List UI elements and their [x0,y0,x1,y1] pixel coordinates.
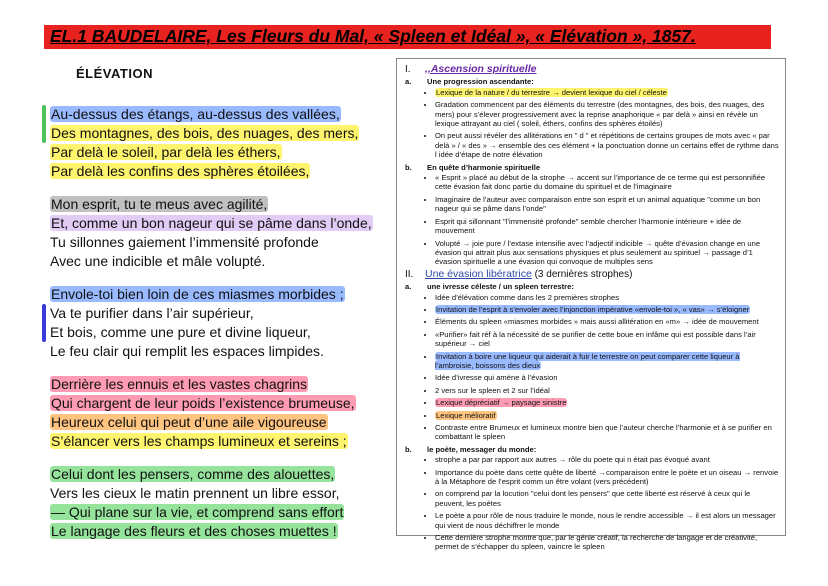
verse [50,195,380,214]
list-item-text: 2 vers sur le spleen et 2 sur l’idéal [435,385,550,395]
list-item [435,489,779,508]
section-title: Une évasion libératrice [425,267,532,280]
verse [50,162,380,181]
subsection-1a [405,77,779,86]
poem-title: ÉLÉVATION [76,66,153,81]
list-item [435,373,779,382]
list-item-text: On peut aussi révéler des allitérations en " d " et répétitions de certains groupes de mots avec « par delà » / « des » → ensemble des ces élément + la ponctuation donne un certains effet de rythme dans l idée d’étape de notre élévation [435,131,779,160]
title-bar [44,25,771,49]
verse-text: Par delà le soleil, par delà les éthers, [51,144,281,160]
verse [50,413,380,432]
list-item-text: Lexique dépréciatif → paysage sinistre [436,398,567,408]
subsection-letter: b. [405,444,412,454]
list-item [435,423,779,442]
subsection-2a [405,282,779,291]
list-item-text: Imaginaire de l’auteur avec comparaison entre son esprit et un animal aquatique "comme un bon nageur qui se pâme dans l’onde" [435,194,761,214]
list-item [435,468,779,487]
section-2-heading [405,267,779,280]
verse-text: S’élancer vers les champs lumineux et sereins ; [51,433,347,449]
verse [50,465,380,484]
list-item-text: strophe a par par rapport aux autres → rôle du poete qui n était pas évoqué avant [435,455,710,465]
list-item [435,455,779,464]
margin-mark [42,105,46,143]
list-item [435,352,779,371]
subsection-letter: a. [405,282,412,292]
list-item-text: Cette dernière strophe montre que, par le génie créatif, la recherche de langage et de créativité, permet de s’échapper du spleen, vaincre le spleen [435,533,758,552]
list-item [435,173,779,192]
verse [50,285,380,304]
poem [50,105,380,555]
subsection-title: En quête d’harmonie spirituelle [427,162,541,172]
subsection-title: le poète, messager du monde: [427,444,537,454]
margin-mark [42,304,46,342]
list-item [435,533,779,552]
list-item-text: Éléments du spleen «miasmes morbides » mais aussi allitération en «m» → idée de mouvement [435,317,759,327]
list-item-text: Contraste entre Brumeux et lumineux montre bien que l’auteur cherche l’harmonie et à se purifier en combattant le spleen [435,423,772,442]
list-item-text: on comprend par la locution "celui dont les pensers" que cette liberté est réservé à ceux qui le peuvent, les poètes [435,489,751,508]
list-item-text: «Purifier» fait réf à la nécessité de se purifier de cette boue en infâme qui est possible dans l’air supérieur → ciel [435,329,756,349]
verse [50,124,380,143]
verse-text: Au-dessus des étangs, au-dessus des vallées, [51,106,340,122]
stanza-1 [50,105,380,181]
stanza-5 [50,465,380,541]
list-item-text: Invitation de l’esprit à s’envoler avec l’injonction impérative «envole-toi », « vas» → s’éloigner [436,304,750,314]
subsection-letter: b. [405,162,412,172]
subsection-1b [405,163,779,172]
section-1-heading [405,65,779,74]
list-1b [405,173,779,267]
list-item [435,239,779,267]
verse [50,323,380,342]
section-number: I. [405,64,411,75]
verse-text: Va te purifier dans l’air supérieur, [50,305,254,321]
verse-text: Avec une indicible et mâle volupté. [50,253,266,269]
verse-text: — Qui plane sur la vie, et comprend sans effort [51,504,344,520]
section-number: II. [405,268,414,280]
list-item [435,100,779,128]
stanza-4 [50,375,380,451]
list-item-text: Importance du poète dans cette quête de liberté →comparaison entre le poète et un oiseau → renvoie à la Métaphore de l’esprit comm un être volant (vers précédent) [435,467,779,487]
list-item [435,293,779,302]
list-item-text: Gradation commencent par des éléments du terrestre (des montagnes, des bois, des nuages, des mers) pour s’élever progressivement avec la reprise anaphorique « par delà » ainsi en révèle un lexique attrayant au ciel ( soleil, éthers, confins des sphères étoilés) [435,100,765,129]
list-item [435,88,779,97]
list-item [435,305,779,314]
verse-text: Vers les cieux le matin prennent un libre essor, [50,485,340,501]
verse [50,214,380,233]
verse-text: Qui chargent de leur poids l’existence brumeuse, [51,395,355,411]
list-2b [405,455,779,552]
section-suffix: (3 dernières strophes) [534,268,633,280]
verse [50,252,380,271]
verse [50,484,380,503]
verse-text: Heureux celui qui peut d’une aile vigoureuse [51,414,327,430]
list-item-text: Lexique de la nature / du terrestre → devient lexique du ciel / céleste [436,87,667,97]
list-item [435,131,779,159]
list-item-text: « Esprit » placé au début de la strophe → accent sur l’importance de ce terme qui est personnifiée cette évasion fait donc partie du domaine du spirituel et de l’imaginaire [435,173,766,192]
verse-text: Celui dont les pensers, comme des alouettes, [51,466,335,482]
verse-text: Et bois, comme une pure et divine liqueur, [50,324,311,340]
list-item-text: Le poète a pour rôle de nous traduire le monde, nous le rendre accessible → il est alors un messager qui vient de nous déchiffrer le monde [435,511,776,530]
list-item-text: Idée d’ivresse qui amène à l’évasion [435,373,558,383]
verse [50,503,380,522]
list-item [435,217,779,236]
verse [50,105,380,124]
verse-text: Derrière les ennuis et les vastes chagrins [51,376,308,392]
list-item [435,317,779,326]
verse-text: Tu sillonnes gaiement l’immensité profonde [50,234,319,250]
subsection-2b [405,445,779,454]
list-item [435,511,779,530]
subsection-title: une ivresse céleste / un spleen terrestre: [427,282,574,292]
list-1a [405,88,779,160]
stanza-2 [50,195,380,271]
verse [50,432,380,451]
verse-text: Et, comme un bon nageur qui se pâme dans l’onde, [51,215,372,231]
verse [50,304,380,323]
list-item [435,386,779,395]
verse [50,375,380,394]
list-item [435,330,779,349]
list-item [435,411,779,420]
stanza-3 [50,285,380,361]
list-item-text: Invitation à boire une liqueur qui aiderait à fuir le terrestre on peut comparer cette liqueur à l’ambroisie, boissons des dieux [435,351,740,370]
verse [50,233,380,252]
list-item-text: Esprit qui sillonnant "l’immensité profonde" semble chercher l’harmonie intérieure + idée de mouvement [435,216,742,236]
verse [50,342,380,361]
verse-text: Par delà les confins des sphères étoilées, [51,163,310,179]
analysis-notes [396,58,786,552]
list-item [435,398,779,407]
verse-text: Le langage des fleurs et des choses muettes ! [51,523,337,539]
verse-text: Envole-toi bien loin de ces miasmes morbides ; [51,286,344,302]
list-item-text: Volupté → joie pure / l’extase intensifie avec l’adjectif indicible → quête d’évasion change en une évasion qui attrait plus aux sensations physiques et plus seulement au spirituel → passage d’1 évasion spirituelle a une évasion qui convoque de multiples sens [435,238,761,267]
verse [50,143,380,162]
verse [50,394,380,413]
subsection-letter: a. [405,77,412,87]
page-title: EL.1 BAUDELAIRE, Les Fleurs du Mal, « Spleen et Idéal », « Elévation », 1857. [50,26,696,46]
verse [50,522,380,541]
verse-text: Des montagnes, des bois, des nuages, des mers, [51,125,359,141]
section-title: ,,Ascension spirituelle [425,63,537,75]
list-item-text: Lexique mélioratif [436,410,496,420]
verse-text: Mon esprit, tu te meus avec agilité, [51,196,268,212]
list-2a [405,293,779,442]
list-item [435,195,779,214]
verse-text: Le feu clair qui remplit les espaces limpides. [50,343,324,359]
subsection-title: Une progression ascendante: [427,77,534,87]
list-item-text: Idée d’élévation comme dans les 2 premières strophes [435,292,620,302]
